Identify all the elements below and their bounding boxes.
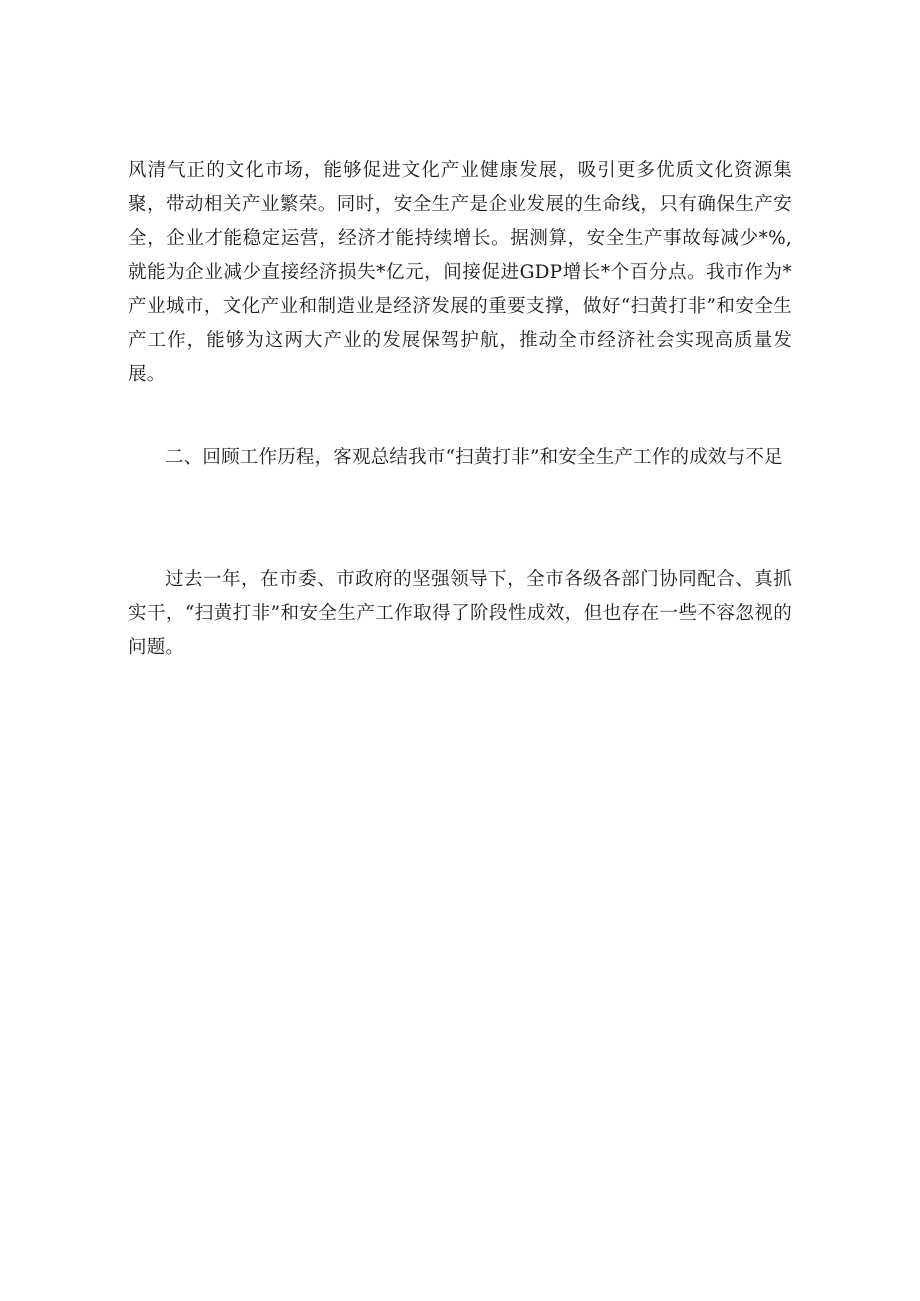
body-paragraph-continuation: 风清气正的文化市场，能够促进文化产业健康发展，吸引更多优质文化资源集聚，带动相关产业繁荣。同时，安全生产是企业发展的生命线，只有确保生产安全，企业才能稳定运营，经济才能持续增长。据测算，安全生产事故每减少*%,就能为企业减少直接经济损失*亿元，间接促进GDP增长*个百分点。我市作为*产业城市，文化产业和制造业是经济发展的重要支撑，做好“扫黄打非”和安全生产工作，能够为这两大产业的发展保驾护航，推动全市经济社会实现高质量发展。 — [128, 160, 792, 385]
body-paragraph: 过去一年，在市委、市政府的坚强领导下，全市各级各部门协同配合、真抓实干，“扫黄打非”和安全生产工作取得了阶段性成效，但也存在一些不容忽视的问题。 — [128, 569, 792, 658]
section-heading: 二、回顾工作历程，客观总结我市“扫黄打非”和安全生产工作的成效与不足 — [165, 447, 783, 468]
